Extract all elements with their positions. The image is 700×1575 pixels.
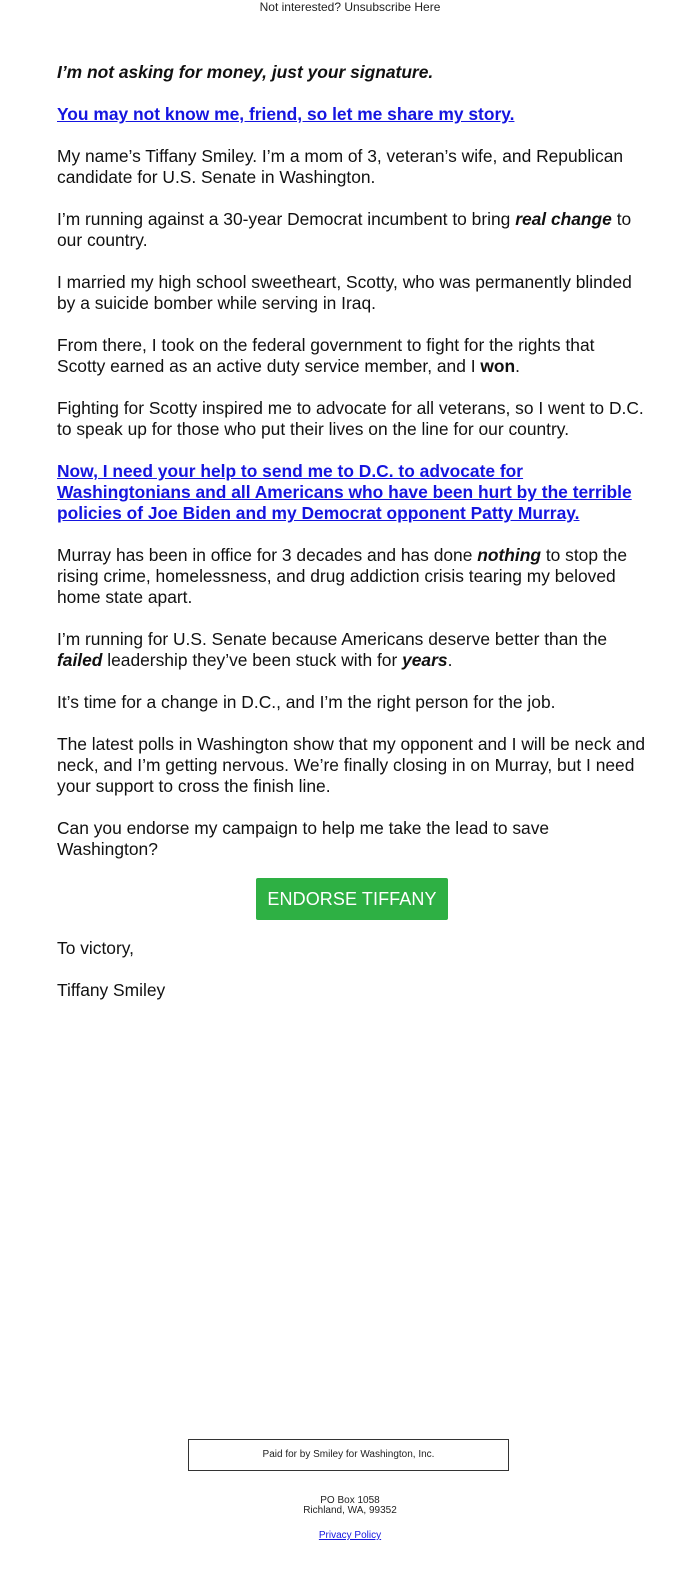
nothing-emphasis: nothing: [477, 545, 541, 565]
polls-paragraph: The latest polls in Washington show that my opponent and I will be neck and neck, and I’m getting nervous. We’re finally closing in on Murray, but I need your support to cross the finish line.: [57, 734, 646, 796]
time-paragraph: It’s time for a change in D.C., and I’m the right person for the job.: [57, 692, 556, 712]
name-paragraph: My name’s Tiffany Smiley. I’m a mom of 3, veteran’s wife, and Republican candidate for U.S. Senate in Washington.: [57, 146, 624, 187]
address-line-1: PO Box 1058: [320, 1495, 380, 1506]
married-paragraph: I married my high school sweetheart, Scotty, who was permanently blinded by a suicide bomber while serving in Iraq.: [57, 272, 632, 313]
real-change-emphasis: real change: [515, 209, 612, 229]
email-body: [57, 62, 647, 1022]
federal-paragraph: From there, I took on the federal government to fight for the rights that Scotty earned as an active duty service member, and I won.: [57, 335, 595, 376]
help-paragraph: [57, 461, 647, 524]
cta-container: [57, 878, 647, 920]
failed-emphasis: failed: [57, 650, 103, 670]
closing-line: To victory,: [57, 938, 134, 958]
senate-paragraph: I’m running for U.S. Senate because Americans deserve better than the failed leadership they’ve been stuck with for years.: [57, 629, 608, 670]
endorse-button[interactable]: ENDORSE TIFFANY: [256, 878, 447, 920]
paid-for-text: Paid for by Smiley for Washington, Inc.: [262, 1449, 435, 1460]
unsubscribe-link[interactable]: Unsubscribe Here: [344, 0, 441, 14]
years-emphasis: years: [402, 650, 448, 670]
murray-paragraph: Murray has been in office for 3 decades and has done nothing to stop the rising crime, homelessness, and drug addiction crisis tearing my beloved home state apart.: [57, 545, 628, 607]
unsubscribe-prefix: Not interested?: [259, 0, 341, 14]
story-link[interactable]: You may not know me, friend, so let me share my story.: [57, 104, 515, 124]
help-link[interactable]: Now, I need your help to send me to D.C. to advocate for Washingtonians and all Americans who have been hurt by the terrible policies of Joe Biden and my Democrat opponent Patty Murray.: [57, 461, 632, 523]
endorse-paragraph: Can you endorse my campaign to help me take the lead to save Washington?: [57, 818, 550, 859]
intro-line: I’m not asking for money, just your signature.: [57, 62, 434, 82]
address-line-2: Richland, WA, 99352: [303, 1505, 397, 1516]
unsubscribe-line: [0, 0, 700, 14]
mailing-address: [0, 1496, 700, 1516]
won-emphasis: won: [480, 356, 516, 376]
fighting-paragraph: Fighting for Scotty inspired me to advocate for all veterans, so I went to D.C. to speak up for those who put their lives on the line for our country.: [57, 398, 644, 439]
paid-for-box: [188, 1439, 509, 1471]
story-paragraph: [57, 104, 647, 125]
privacy-policy-link[interactable]: Privacy Policy: [318, 1530, 382, 1541]
running-paragraph: I’m running against a 30-year Democrat incumbent to bring real change to our country.: [57, 209, 632, 250]
signature: Tiffany Smiley: [57, 980, 166, 1000]
privacy-container: [0, 1530, 700, 1542]
